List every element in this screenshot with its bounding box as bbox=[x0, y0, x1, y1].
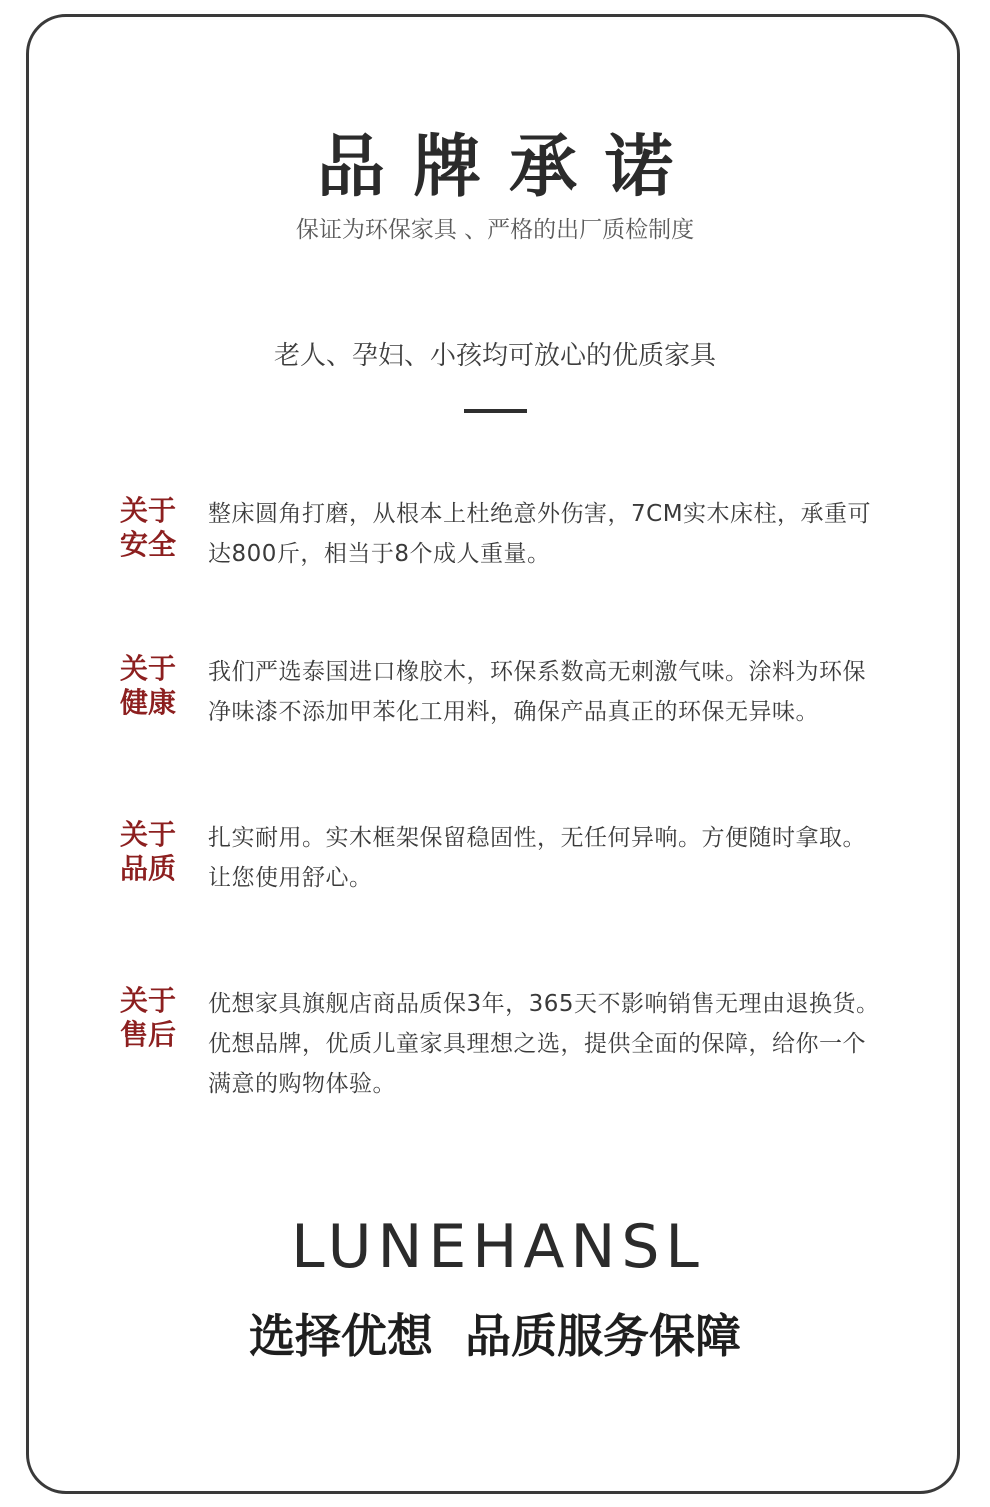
divider bbox=[464, 409, 527, 413]
section-label: 关于健康 bbox=[120, 652, 177, 719]
section-text: 扎实耐用。实木框架保留稳固性，无任何异响。方便随时拿取。让您使用舒心。 bbox=[208, 825, 866, 891]
section-label: 关于安全 bbox=[120, 494, 177, 561]
section-text: 优想家具旗舰店商品质保3年，365天不影响销售无理由退换货。优想品牌，优质儿童家具理想之选，提供全面的保障，给你一个满意的购物体验。 bbox=[208, 991, 880, 1097]
section-text: 整床圆角打磨，从根本上杜绝意外伤害，7CM实木床柱，承重可达800斤，相当于8个成人重量。 bbox=[208, 501, 872, 567]
page-subtitle: 保证为环保家具 、严格的出厂质检制度 bbox=[295, 217, 695, 243]
tagline: 老人、孕妇、小孩均可放心的优质家具 bbox=[273, 341, 716, 371]
section-text: 我们严选泰国进口橡胶木，环保系数高无刺激气味。涂料为环保净味漆不添加甲苯化工用料，确保产品真正的环保无异味。 bbox=[208, 659, 866, 725]
brand-logo-text: LUNEHANSL bbox=[291, 1212, 705, 1282]
section-label: 关于品质 bbox=[120, 818, 177, 885]
section-label: 关于售后 bbox=[120, 984, 177, 1051]
page-title: 品牌承诺 bbox=[316, 128, 701, 207]
slogan: 选择优想 品质服务保障 bbox=[248, 1309, 742, 1363]
